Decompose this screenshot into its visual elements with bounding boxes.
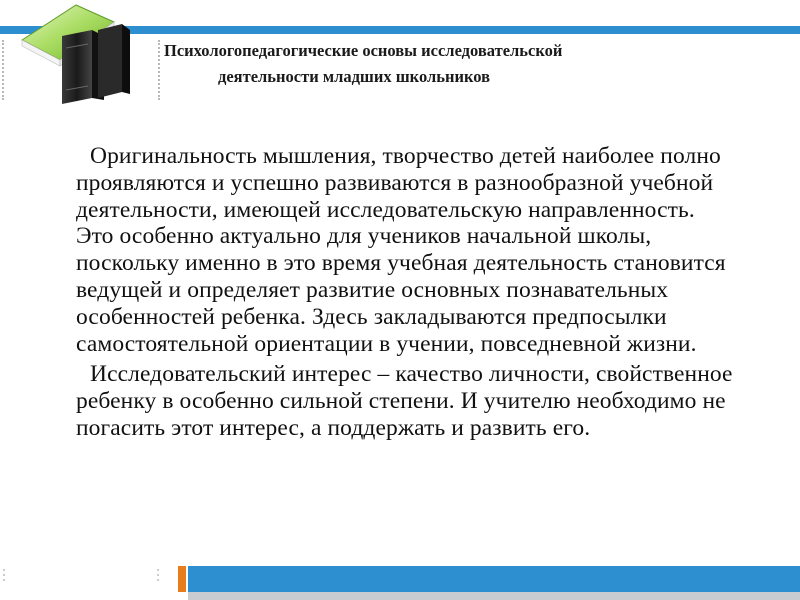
- slide-title: [160, 38, 740, 90]
- slide-body: [76, 143, 736, 446]
- bottom-gray-strip: [188, 592, 800, 600]
- bottom-accent-bar: [188, 566, 800, 592]
- paragraph-1: Оригинальность мышления, творчество детей наиболее полно проявляются и успешно развиваются в разнообразной учебной деятельности, имеющей исследовательскую направленность. Это особенно актуально для учеников начальной школы, поскольку именно в это время учебная деятельность становится ведущей и определяет развитие основных познавательных особенностей ребенка. Здесь закладываются предпосылки самостоятельной ориентации в учении, повседневной жизни.: [76, 143, 726, 357]
- books-icon: [14, 0, 134, 105]
- bottom-dotted-pattern: [0, 566, 176, 584]
- title-line-1: Психологопедагогические основы исследовательской: [164, 41, 563, 60]
- title-line-2: деятельности младших школьников: [218, 67, 491, 86]
- paragraph-2: Исследовательский интерес – качество личности, свойственное ребенку в особенно сильной степени. И учителю необходимо не погасить этот интерес, а поддержать и развить его.: [76, 361, 733, 441]
- bottom-orange-accent: [178, 566, 186, 592]
